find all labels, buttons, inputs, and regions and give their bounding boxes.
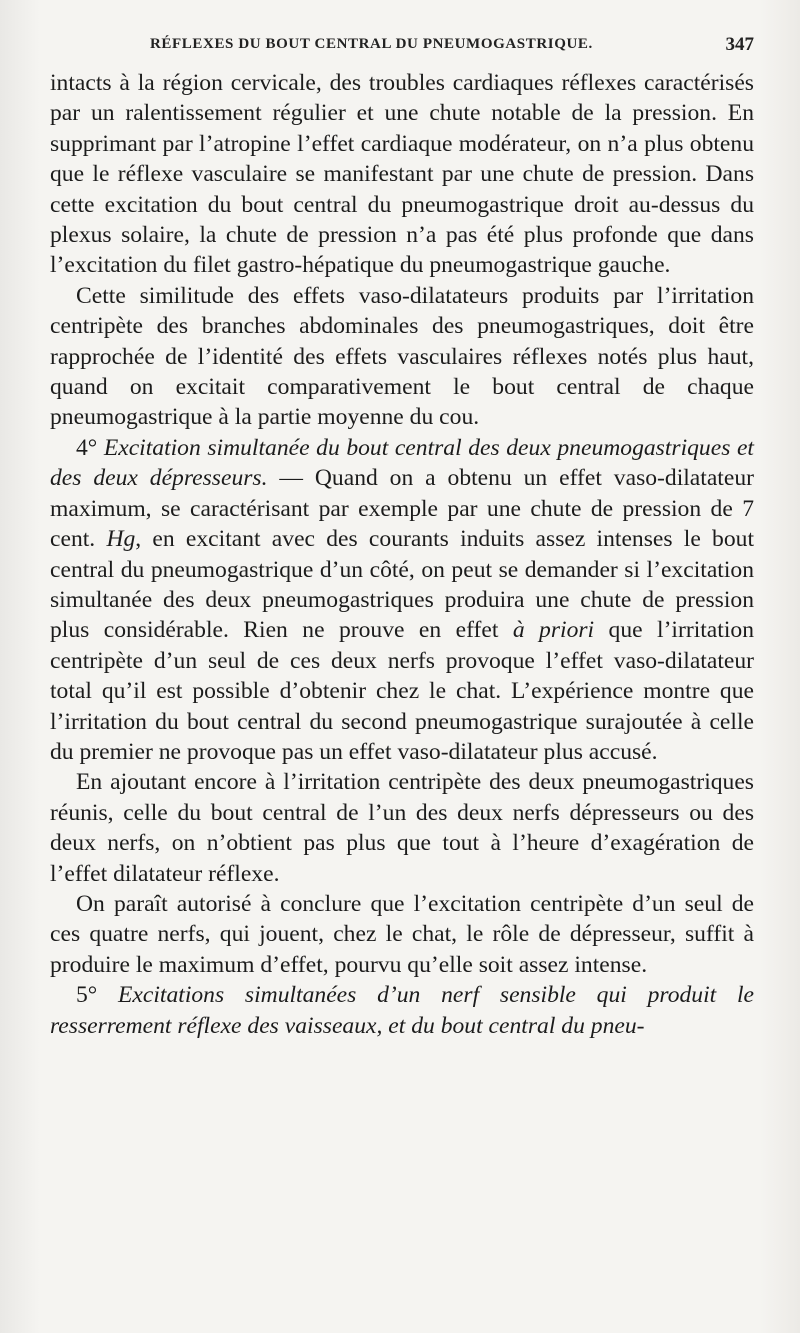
paragraph-3-text-a: — Quand on a obtenu un effet vaso-dilatateur maximum, se caractérisant par exemple par une chute de pression de 7 cent. bbox=[50, 465, 754, 553]
section-heading-5: Excitations simultanées d’un nerf sensible qui produit le resserrement réflexe des vaisseaux, et du bout central du pneu- bbox=[50, 982, 754, 1039]
running-title: RÉFLEXES DU BOUT CENTRAL DU PNEUMOGASTRIQUE. bbox=[150, 36, 593, 52]
section-number-5: 5° bbox=[76, 982, 98, 1009]
page-number: 347 bbox=[725, 34, 754, 55]
paragraph-6 bbox=[50, 980, 754, 1041]
paragraph-2: Cette similitude des effets vaso-dilatateurs produits par l’irritation centripète des branches abdominales des pneumogastriques, doit être rapprochée de l’identité des effets vasculaires réflexes notés plus haut, quand on excitait comparativement le bout central de chaque pneumogastrique à la partie moyenne du cou. bbox=[50, 282, 754, 431]
paragraph-3-text-c: que l’irritation centripète d’un seul de ces deux nerfs provoque l’effet vaso-dilatateur total qu’il est possible d’obtenir chez le chat. L’expérience montre que l’irritation du bout central du second pneumogastrique surajoutée à celle du premier ne provoque pas un effet vaso-dilatateur plus accusé. bbox=[50, 617, 754, 765]
paragraph-4: En ajoutant encore à l’irritation centripète des deux pneumogastriques réunis, celle du bout central de l’un des deux nerfs dépresseurs ou des deux nerfs, on n’obtient pas plus que tout à l’heure d’exagération de l’effet dilatateur réflexe. bbox=[50, 769, 754, 887]
section-heading-4: Excitation simultanée du bout central des deux pneumogastriques et des deux dépresseurs. bbox=[50, 434, 754, 492]
paragraph-3-text-b: , en excitant avec des courants induits assez intenses le bout central du pneumogastrique d’un côté, on peut se demander si l’excitation simultanée des deux pneumogastriques produira une chute de pression plus considérable. Rien ne prouve en effet bbox=[50, 526, 754, 644]
paragraph-1: intacts à la région cervicale, des troubles cardiaques réflexes caractérisés par un ralentissement régulier et une chute notable de la pression. En supprimant par l’atropine l’effet cardiaque modérateur, on n’a plus obtenu que le réflexe vasculaire se manifestant par une chute de pression. Dans cette excitation du bout central du pneumogastrique droit au-dessus du plexus solaire, la chute de pression n’a pas été plus profonde que dans l’excitation du filet gastro-hépatique du pneumogastrique gauche. bbox=[50, 70, 754, 279]
section-number-4: 4° bbox=[76, 434, 98, 461]
running-head bbox=[50, 28, 754, 60]
body-text bbox=[50, 68, 754, 1041]
paragraph-5: On paraît autorisé à conclure que l’excitation centripète d’un seul de ces quatre nerfs, qui jouent, chez le chat, le rôle de dépresseur, suffit à produire le maximum d’effet, pourvu qu’elle soit assez intense. bbox=[50, 890, 754, 978]
unit-hg: Hg bbox=[106, 526, 136, 553]
paragraph-3 bbox=[50, 433, 754, 767]
a-priori-phrase: à priori bbox=[512, 617, 595, 644]
